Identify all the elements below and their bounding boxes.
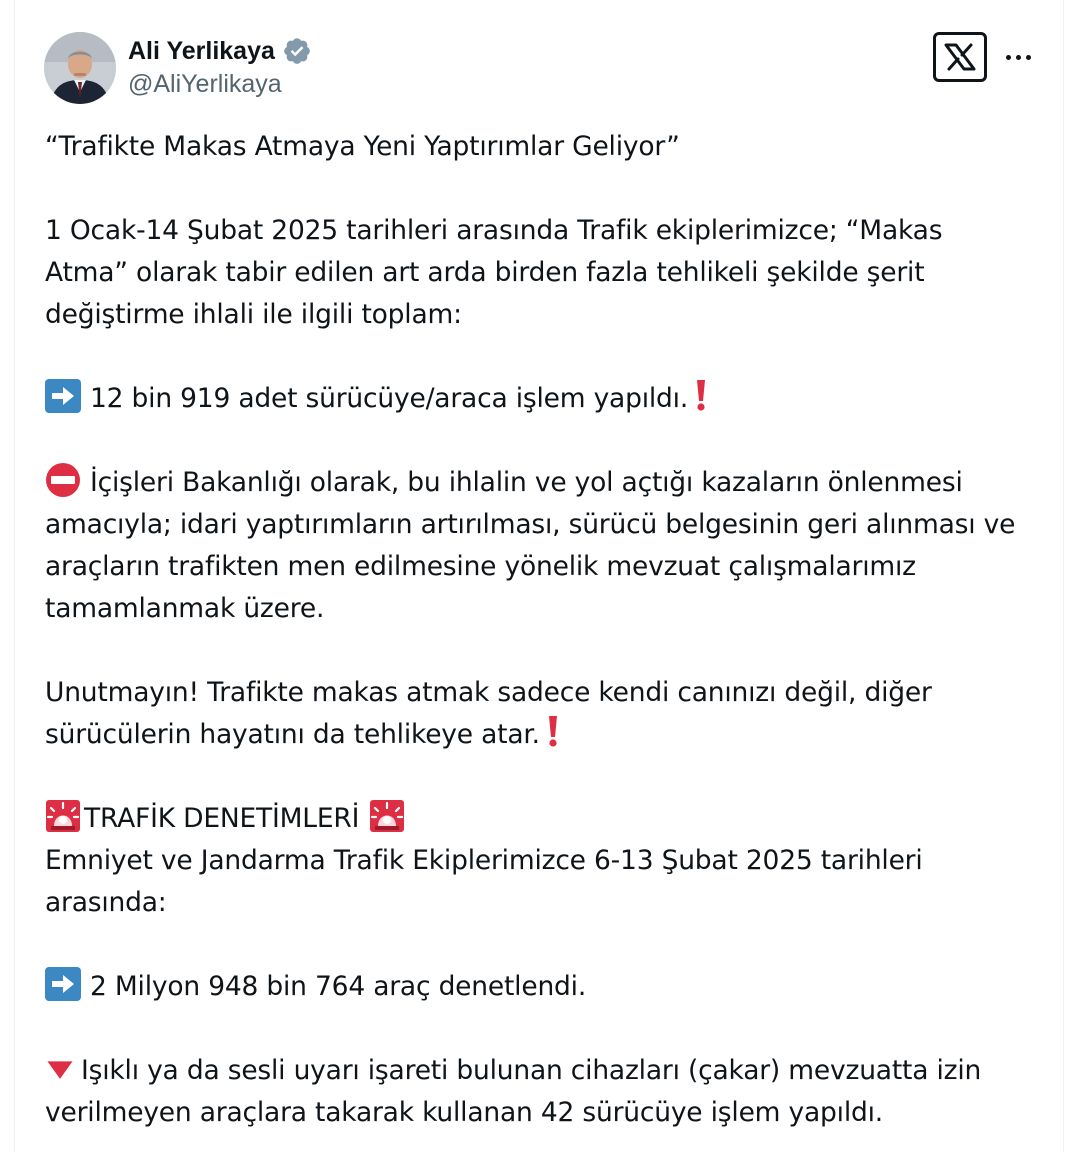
section-heading: TRAFİK DENETİMLERİ bbox=[84, 803, 360, 834]
text-line: arasında: bbox=[45, 887, 167, 918]
author-name-row[interactable] bbox=[128, 34, 312, 68]
text-line: Işıklı ya da sesli uyarı işareti bulunan cihazları (çakar) mevzuatta izin bbox=[81, 1055, 982, 1086]
stat-vehicles-inspected bbox=[45, 966, 1045, 1008]
paragraph-ministry-statement bbox=[45, 462, 1045, 630]
exclamation-mark-icon bbox=[546, 714, 560, 748]
verified-badge-icon bbox=[282, 36, 312, 66]
author-display-name[interactable]: Ali Yerlikaya bbox=[128, 36, 275, 65]
x-logo-icon[interactable] bbox=[933, 32, 987, 82]
right-arrow-emoji-icon bbox=[45, 967, 81, 1001]
text-line: Emniyet ve Jandarma Trafik Ekiplerimizce 6-13 Şubat 2025 tarihleri bbox=[45, 845, 923, 876]
text-line: sürücülerin hayatını da tehlikeye atar. bbox=[45, 719, 540, 750]
siren-icon bbox=[369, 799, 405, 833]
avatar-photo bbox=[44, 32, 116, 104]
tweet-text bbox=[45, 126, 1045, 1134]
text-line: tamamlanmak üzere. bbox=[45, 593, 325, 624]
more-options-icon[interactable] bbox=[998, 40, 1038, 74]
paragraph-warning bbox=[45, 672, 1045, 756]
text-line: değiştirme ihlali ile ilgili toplam: bbox=[45, 299, 462, 330]
red-triangle-down-icon bbox=[45, 1051, 75, 1085]
stat-drivers-processed bbox=[45, 378, 1045, 420]
siren-icon bbox=[45, 799, 81, 833]
stat-text: 12 bin 919 adet sürücüye/araca işlem yapıldı. bbox=[90, 383, 689, 414]
paragraph-period-summary bbox=[45, 210, 1045, 336]
avatar[interactable] bbox=[44, 32, 116, 104]
no-entry-icon bbox=[45, 463, 81, 497]
stat-text: 2 Milyon 948 bin 764 araç denetlendi. bbox=[90, 971, 587, 1002]
exclamation-mark-icon bbox=[694, 378, 708, 412]
tweet-title: “Trafikte Makas Atmaya Yeni Yaptırımlar Geliyor” bbox=[45, 131, 680, 162]
paragraph-cakar bbox=[45, 1050, 1045, 1134]
text-line: verilmeyen araçlara takarak kullanan 42 sürücüye işlem yapıldı. bbox=[45, 1097, 883, 1128]
text-line: 1 Ocak-14 Şubat 2025 tarihleri arasında Trafik ekiplerimizce; “Makas bbox=[45, 215, 943, 246]
right-arrow-emoji-icon bbox=[45, 379, 81, 413]
text-line: Atma” olarak tabir edilen art arda birden fazla tehlikeli şekilde şerit bbox=[45, 257, 925, 288]
text-line: İçişleri Bakanlığı olarak, bu ihlalin ve yol açtığı kazaların önlenmesi bbox=[90, 467, 963, 498]
text-line: amacıyla; idari yaptırımların artırılması, sürücü belgesinin geri alınması ve bbox=[45, 509, 1016, 540]
text-line: Unutmayın! Trafikte makas atmak sadece kendi canınızı değil, diğer bbox=[45, 677, 932, 708]
text-line: araçların trafikten men edilmesine yönelik mevzuat çalışmalarımız bbox=[45, 551, 916, 582]
author-handle[interactable]: @AliYerlikaya bbox=[128, 70, 282, 98]
paragraph-inspections bbox=[45, 798, 1045, 924]
